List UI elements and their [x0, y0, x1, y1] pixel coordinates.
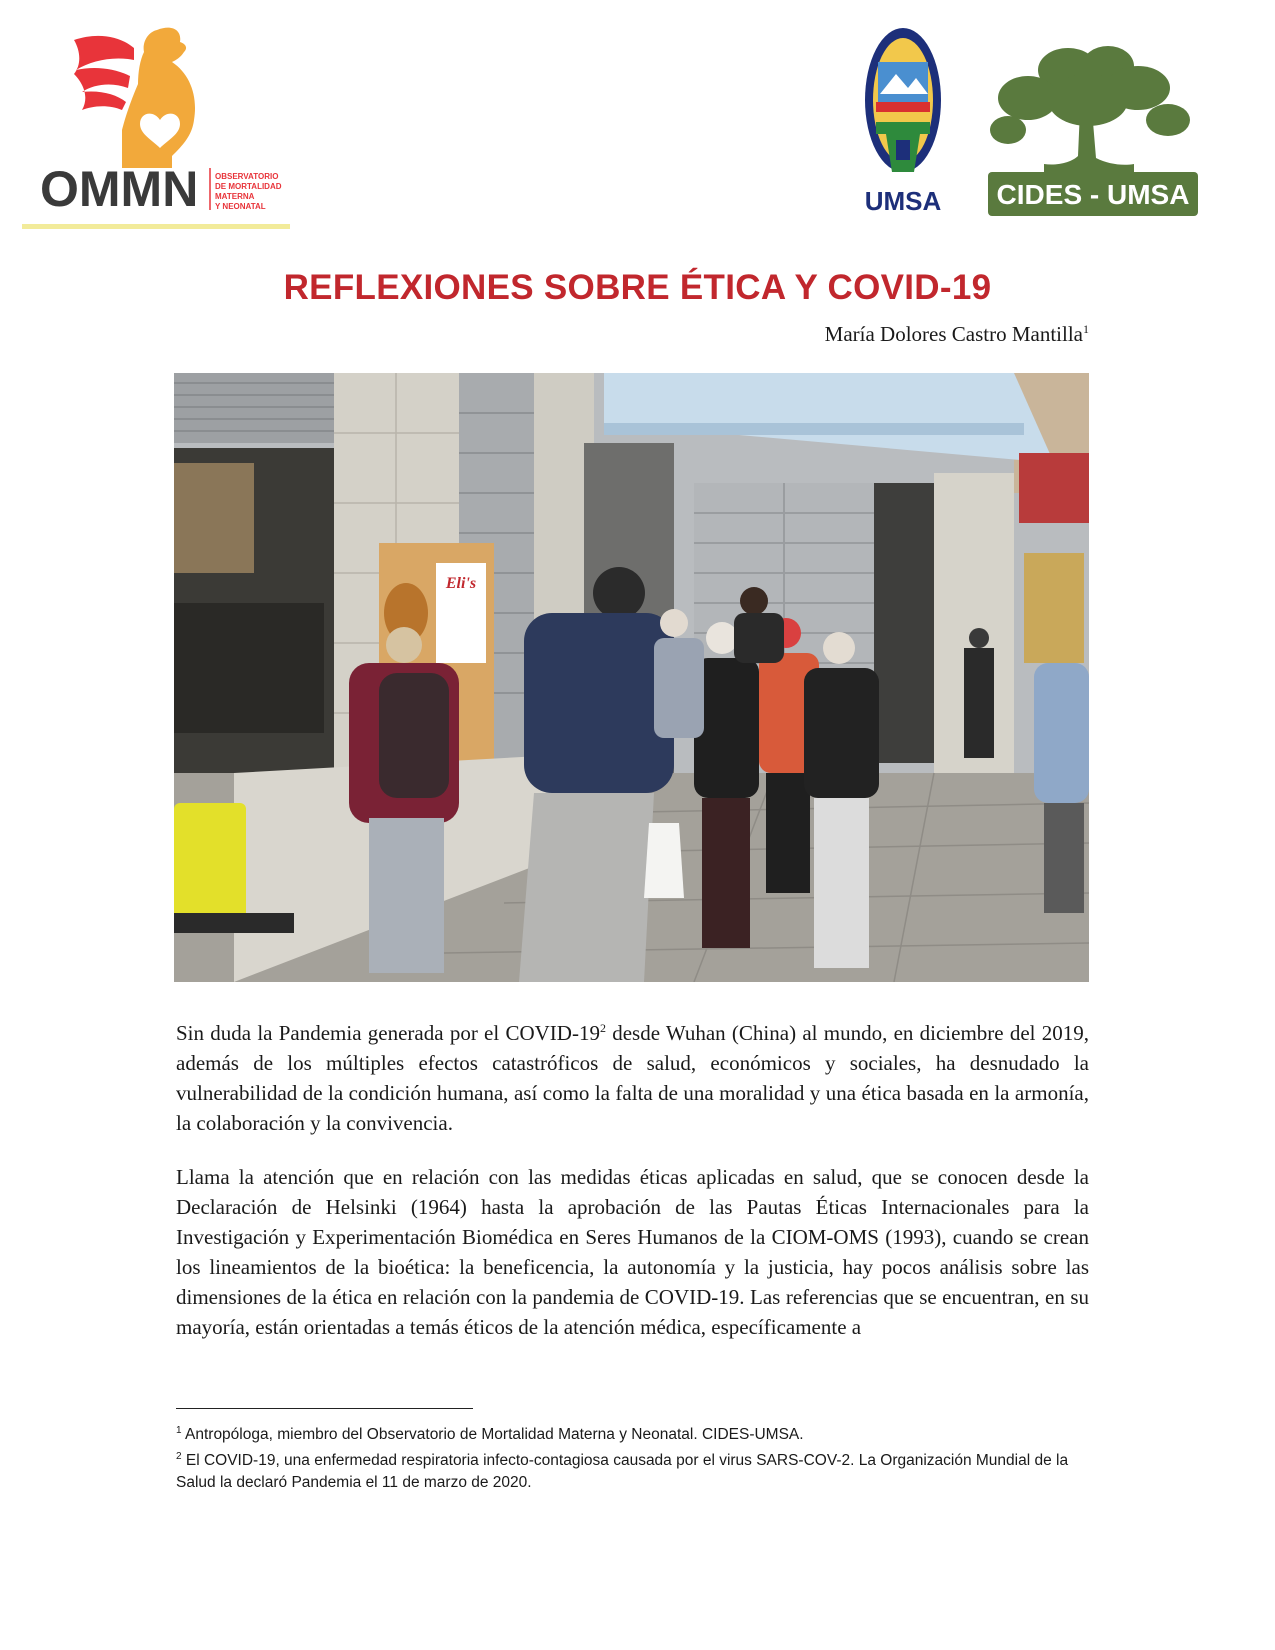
ommn-acronym: OMMN: [40, 161, 199, 217]
footnotes: [176, 1420, 1089, 1494]
paragraph-1-after: desde Wuhan (China) al mundo, en diciembre del 2019, además de los múltiples efectos catastróficos de salud, económicos y sociales, ha desnudado la vulnerabilidad de la condición humana, así como la falta de una moralidad y una ética basada en la armonía, la colaboración y la convivencia.: [176, 1021, 1089, 1135]
cides-name: CIDES - UMSA: [996, 179, 1190, 210]
paragraph-2: Llama la atención que en relación con las medidas éticas aplicadas en salud, que se conocen desde la Declaración de Helsinki (1964) hasta la aprobación de las Pautas Éticas Internacionales para la Investigación y Experimentación Biomédica en Seres Humanos de la CIOM-OMS (1993), cuando se crean los lineamientos de la bioética: la beneficencia, la autonomía y la justicia, hay pocos análisis sobre las dimensiones de la ética en relación con la pandemia de COVID-19. Las referencias que se encuentran, en su mayoría, están orientadas a temás éticos de la atención médica, específicamente a: [176, 1165, 1089, 1339]
document-title: REFLEXIONES SOBRE ÉTICA Y COVID-19: [283, 268, 992, 307]
footnote-1-number: 1: [176, 1425, 182, 1436]
author-footnote-ref: 1: [1083, 322, 1089, 336]
paragraph-1-before: Sin duda la Pandemia generada por el COVID-19: [176, 1021, 600, 1045]
paragraph-1: [176, 1013, 1089, 1138]
footnote-2-text: El COVID-19, una enfermedad respiratoria infecto-contagiosa causada por el virus SARS-COV-2. La Organización Mundial de la Salud la declaró Pandemia el 11 de marzo de 2020.: [176, 1452, 1069, 1492]
footnote-2-number: 2: [176, 1451, 182, 1463]
author-line: [825, 322, 1089, 347]
footnote-1-text: Antropóloga, miembro del Observatorio de Mortalidad Materna y Neonatal. CIDES-UMSA.: [181, 1426, 804, 1444]
ommn-logo: [22, 18, 292, 233]
ommn-line-2: DE MORTALIDAD: [215, 182, 282, 191]
ommn-line-1: OBSERVATORIO: [215, 172, 279, 181]
ommn-underline: [22, 224, 290, 229]
cides-logo: [988, 40, 1198, 220]
umsa-logo: [858, 22, 948, 222]
street-queue-photo: [174, 373, 1089, 982]
footnote-2: [176, 1446, 1089, 1494]
ommn-line-4: Y NEONATAL: [215, 202, 266, 211]
author-name: María Dolores Castro Mantilla: [824, 322, 1083, 346]
umsa-name: UMSA: [864, 186, 942, 216]
ommn-line-3: MATERNA: [215, 192, 255, 201]
footnote-divider: [176, 1408, 473, 1409]
footnote-1: [176, 1420, 1089, 1446]
poster-brand: Eli's: [445, 575, 477, 592]
paragraph-1-footnote-ref: 2: [599, 1021, 606, 1035]
